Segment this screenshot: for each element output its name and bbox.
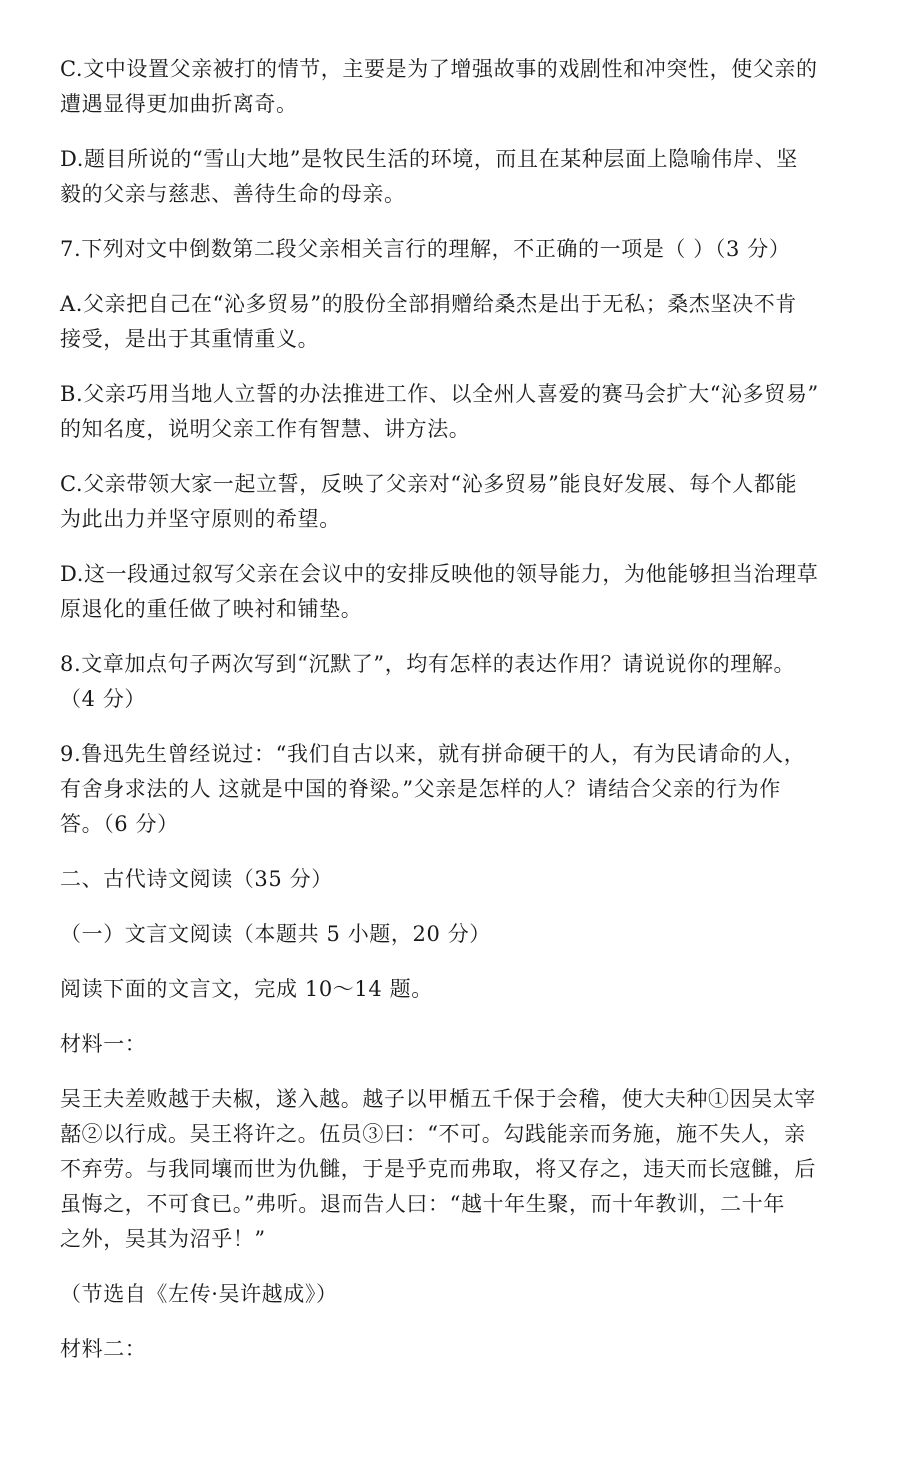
text-line: 8.文章加点句子两次写到“沉默了”，均有怎样的表达作用？请说说你的理解。: [60, 652, 796, 676]
text-line: C.文中设置父亲被打的情节，主要是为了增强故事的戏剧性和冲突性，使父亲的: [60, 57, 818, 81]
text-line: 嚭②以行成。吴王将许之。伍员③曰：“不可。勾践能亲而务施，施不失人，亲: [60, 1122, 806, 1146]
material-2-label: [60, 1332, 860, 1367]
text-line: A.父亲把自己在“沁多贸易”的股份全部捐赠给桑杰是出于无私；桑杰坚决不肯: [60, 292, 797, 316]
reading-instruction: [60, 972, 860, 1007]
section-2-heading: [60, 862, 860, 897]
text-line: D.这一段通过叙写父亲在会议中的安排反映他的领导能力，为他能够担当治理草: [60, 562, 819, 586]
q7-option-b: [60, 377, 860, 447]
text-line: 为此出力并坚守原则的希望。: [60, 507, 341, 531]
text-line: 不弃劳。与我同壤而世为仇雠，于是乎克而弗取，将又存之，违天而长寇雠，后: [60, 1157, 816, 1181]
text-line: 之外，吴其为沼乎！”: [60, 1227, 266, 1251]
text-line: C.父亲带领大家一起立誓，反映了父亲对“沁多贸易”能良好发展、每个人都能: [60, 472, 798, 496]
material-1-source: [60, 1277, 860, 1312]
text-line: 阅读下面的文言文，完成 10～14 题。: [60, 977, 433, 1001]
text-line: 材料二：: [60, 1337, 147, 1361]
material-1-text: [60, 1082, 860, 1257]
text-line: D.题目所说的“雪山大地”是牧民生活的环境，而且在某种层面上隐喻伟岸、坚: [60, 147, 798, 171]
q7-option-a: [60, 287, 860, 357]
text-line: 遭遇显得更加曲折离奇。: [60, 92, 298, 116]
text-line: （4 分）: [60, 687, 147, 711]
text-line: 9.鲁迅先生曾经说过：“我们自古以来，就有拼命硬干的人，有为民请命的人，: [60, 742, 806, 766]
text-line: 毅的父亲与慈悲、善待生命的母亲。: [60, 182, 406, 206]
text-line: 接受，是出于其重情重义。: [60, 327, 320, 351]
text-line: 二、古代诗文阅读（35 分）: [60, 867, 333, 891]
text-line: 的知名度，说明父亲工作有智慧、讲方法。: [60, 417, 471, 441]
q6-option-d: [60, 142, 860, 212]
text-line: 虽悔之，不可食已。”弗听。退而告人曰：“越十年生聚，而十年教训，二十年: [60, 1192, 785, 1216]
q6-option-c: [60, 52, 860, 122]
q7-option-c: [60, 467, 860, 537]
document-page: [60, 52, 860, 1387]
q8: [60, 647, 860, 717]
material-1-label: [60, 1027, 860, 1062]
text-line: 吴王夫差败越于夫椒，遂入越。越子以甲楯五千保于会稽，使大夫种①因吴太宰: [60, 1087, 816, 1111]
subsection-1-heading: [60, 917, 860, 952]
q7-option-d: [60, 557, 860, 627]
text-line: 有舍身求法的人 这就是中国的脊梁。”父亲是怎样的人？请结合父亲的行为作: [60, 777, 781, 801]
text-line: （一）文言文阅读（本题共 5 小题，20 分）: [60, 922, 491, 946]
q7-stem: [60, 232, 860, 267]
text-line: 答。（6 分）: [60, 812, 179, 836]
text-line: 原退化的重任做了映衬和铺垫。: [60, 597, 363, 621]
text-line: （节选自《左传·吴许越成》）: [60, 1282, 338, 1306]
text-line: 7.下列对文中倒数第二段父亲相关言行的理解，不正确的一项是（ ）（3 分）: [60, 237, 791, 261]
text-line: 材料一：: [60, 1032, 147, 1056]
text-line: B.父亲巧用当地人立誓的办法推进工作、以全州人喜爱的赛马会扩大“沁多贸易”: [60, 382, 819, 406]
q9: [60, 737, 860, 842]
